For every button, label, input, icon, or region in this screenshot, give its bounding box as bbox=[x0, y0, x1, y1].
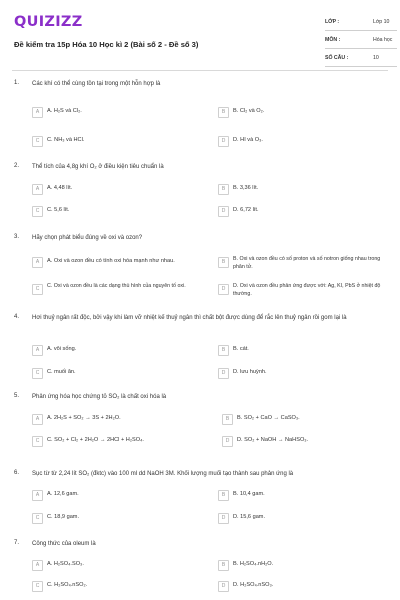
option-letter-box[interactable]: A bbox=[32, 560, 43, 571]
option-text: D. SO₂ + NaOH → NaHSO₃. bbox=[237, 437, 309, 443]
option-text: A. vôi sống. bbox=[47, 346, 77, 352]
worksheet-header bbox=[12, 8, 393, 68]
option-letter-box[interactable]: A bbox=[32, 414, 43, 425]
option-text: B. cát. bbox=[233, 346, 249, 352]
option-letter-box[interactable]: D bbox=[218, 284, 229, 295]
question-number: 5. bbox=[14, 393, 20, 399]
meta-row-subject bbox=[325, 34, 397, 49]
option-text: B. 10,4 gam. bbox=[233, 491, 265, 497]
question-number: 4. bbox=[14, 314, 20, 320]
option-text: D. Oxi và ozon đều phản ứng được với: Ag, KI, PbS ở nhiệt độ thường. bbox=[233, 283, 381, 297]
option-letter-box[interactable]: C bbox=[32, 136, 43, 147]
option-letter-box[interactable]: D bbox=[218, 368, 229, 379]
quizizz-logo: QUIZIZZ bbox=[14, 14, 83, 30]
option-text: B. Oxi và ozon đều có số proton và số notron giống nhau trong phân tử. bbox=[233, 256, 381, 270]
option-text: B. Cl₂ và O₂. bbox=[233, 108, 265, 114]
option-letter-box[interactable]: A bbox=[32, 490, 43, 501]
option-text: A. H₂SO₄.SO₃. bbox=[47, 561, 84, 567]
meta-row-class bbox=[325, 16, 397, 31]
option-text: C. SO₂ + Cl₂ + 2H₂O → 2HCl + H₂SO₄. bbox=[47, 437, 144, 443]
question-number: 7. bbox=[14, 540, 20, 546]
option-text: D. HI và O₃. bbox=[233, 137, 263, 143]
option-letter-box[interactable]: C bbox=[32, 368, 43, 379]
question-text: Hơi thuỷ ngân rất độc, bởi vậy khi làm vỡ nhiệt kế thuỷ ngân thì chất bột được dùng để rắc lên thuỷ ngân rồi gom lại là bbox=[32, 315, 347, 321]
option-letter-box[interactable]: D bbox=[218, 206, 229, 217]
option-text: C. 18,9 gam. bbox=[47, 514, 80, 520]
option-letter-box[interactable]: B bbox=[222, 414, 233, 425]
question-text: Hãy chọn phát biểu đúng về oxi và ozon? bbox=[32, 235, 143, 241]
option-letter-box[interactable]: C bbox=[32, 284, 43, 295]
option-letter-box[interactable]: C bbox=[32, 513, 43, 524]
option-letter-box[interactable]: A bbox=[32, 257, 43, 268]
option-text: A. 4,48 lít. bbox=[47, 185, 73, 191]
option-text: C. Oxi và ozon đều là các dạng thù hình của nguyên tố oxi. bbox=[47, 283, 186, 289]
question-number: 6. bbox=[14, 470, 20, 476]
option-letter-box[interactable]: B bbox=[218, 490, 229, 501]
option-letter-box[interactable]: A bbox=[32, 184, 43, 195]
option-letter-box[interactable]: C bbox=[32, 436, 43, 447]
option-letter-box[interactable]: A bbox=[32, 345, 43, 356]
meta-label: LỚP : bbox=[325, 19, 340, 25]
option-letter-box[interactable]: B bbox=[218, 184, 229, 195]
option-text: D. 6,72 lít. bbox=[233, 207, 259, 213]
option-letter-box[interactable]: B bbox=[218, 345, 229, 356]
meta-value: Hóa học bbox=[373, 37, 393, 43]
header-divider bbox=[12, 70, 388, 71]
option-letter-box[interactable]: B bbox=[218, 257, 229, 268]
option-text: D. H₂SO₄.nSO₃. bbox=[233, 582, 274, 588]
option-text: A. 2H₂S + SO₂ → 3S + 2H₂O. bbox=[47, 415, 121, 421]
option-letter-box[interactable]: D bbox=[218, 513, 229, 524]
option-text: D. 15,6 gam. bbox=[233, 514, 266, 520]
option-text: A. H₂S và Cl₂. bbox=[47, 108, 82, 114]
option-text: C. 5,6 lít. bbox=[47, 207, 70, 213]
meta-value: Lớp 10 bbox=[373, 19, 390, 25]
option-letter-box[interactable]: C bbox=[32, 206, 43, 217]
option-letter-box[interactable]: D bbox=[218, 581, 229, 592]
question-number: 3. bbox=[14, 234, 20, 240]
question-text: Sục từ từ 2,24 lít SO₂ (đktc) vào 100 ml dd NaOH 3M. Khối lượng muối tạo thành sau phản ứng là bbox=[32, 471, 294, 477]
option-letter-box[interactable]: D bbox=[222, 436, 233, 447]
option-text: B. H₂SO₄.nH₂O. bbox=[233, 561, 274, 567]
option-text: B. 3,36 lít. bbox=[233, 185, 259, 191]
meta-label: MÔN : bbox=[325, 37, 341, 43]
option-letter-box[interactable]: C bbox=[32, 581, 43, 592]
option-text: C. muối ăn. bbox=[47, 369, 76, 375]
question-text: Thể tích của 4,8g khí O₂ ở điều kiện tiêu chuẩn là bbox=[32, 164, 164, 170]
option-text: C. NH₃ và HCl. bbox=[47, 137, 85, 143]
option-letter-box[interactable]: B bbox=[218, 560, 229, 571]
meta-value: 10 bbox=[373, 55, 379, 61]
option-letter-box[interactable]: A bbox=[32, 107, 43, 118]
question-text: Phản ứng hóa học chứng tỏ SO₂ là chất oxi hóa là bbox=[32, 394, 167, 400]
option-letter-box[interactable]: B bbox=[218, 107, 229, 118]
meta-label: SỐ CÂU : bbox=[325, 55, 349, 61]
option-text: D. lưu huỳnh. bbox=[233, 369, 267, 375]
option-text: B. SO₂ + CaO → CaSO₃. bbox=[237, 415, 300, 421]
option-text: A. Oxi và ozon đều có tính oxi hóa mạnh như nhau. bbox=[47, 258, 175, 264]
option-text: C. H₂SO₄.nSO₂. bbox=[47, 582, 88, 588]
meta-info bbox=[325, 16, 397, 70]
question-text: Các khí có thể cùng tồn tại trong một hỗn hợp là bbox=[32, 81, 161, 87]
option-letter-box[interactable]: D bbox=[218, 136, 229, 147]
question-number: 2. bbox=[14, 163, 20, 169]
question-text: Công thức của oleum là bbox=[32, 541, 96, 547]
option-text: A. 12,6 gam. bbox=[47, 491, 79, 497]
worksheet-title: Đề kiểm tra 15p Hóa 10 Học kì 2 (Bài số 2 - Đề số 3) bbox=[14, 40, 199, 49]
question-number: 1. bbox=[14, 80, 20, 86]
meta-row-count bbox=[325, 52, 397, 67]
